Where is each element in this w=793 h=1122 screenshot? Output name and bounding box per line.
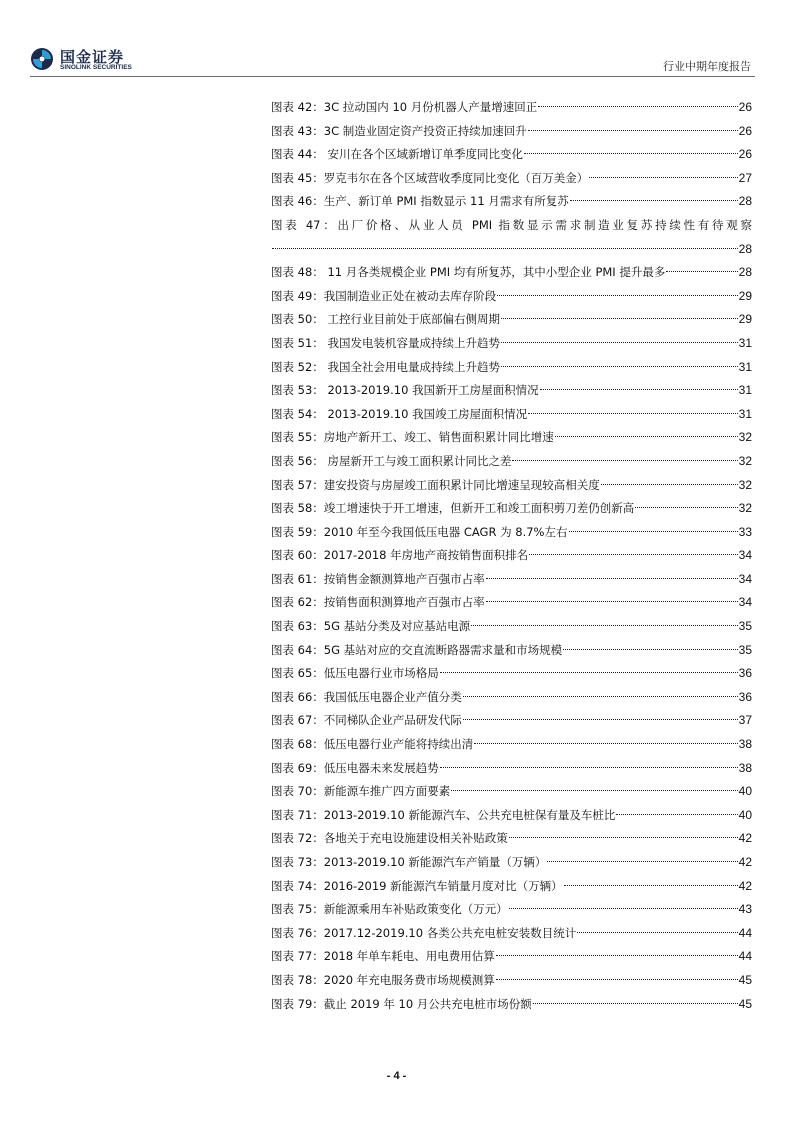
toc-entry[interactable] (271, 591, 752, 615)
toc-entry-label: 图表 43：3C 制造业固定资产投资正持续加速回升 (271, 123, 527, 138)
toc-entry-page: 43 (738, 902, 752, 917)
toc-entry-page: 44 (738, 949, 752, 964)
toc-leader-dots (547, 861, 737, 862)
toc-leader-dots (564, 885, 738, 886)
toc-entry-page: 29 (738, 288, 752, 303)
toc-entry-page: 33 (738, 524, 752, 539)
toc-entry-label: 图表 73：2013-2019.10 新能源汽车产销量（万辆） (271, 855, 547, 869)
toc-leader-dots (486, 601, 738, 602)
toc-leader-dots (570, 200, 738, 201)
toc-leader-dots (474, 743, 737, 744)
toc-leader-dots (533, 1003, 738, 1004)
toc-entry-page: 42 (738, 855, 752, 869)
toc-leader-dots (589, 177, 737, 178)
toc-entry-label: 图表 79：截止 2019 年 10 月公共充电桩市场份额 (271, 996, 532, 1011)
toc-entry[interactable] (271, 993, 752, 1017)
toc-entry-page: 40 (738, 807, 752, 822)
toc-entry-label: 图表 70：新能源车推广四方面要素 (271, 784, 451, 799)
toc-entry[interactable] (271, 757, 752, 781)
page-number: - 4 - (386, 1070, 407, 1082)
toc-entry[interactable] (271, 190, 752, 214)
company-logo (30, 46, 160, 74)
toc-entry-page: 26 (738, 100, 752, 114)
toc-entry-label: 图表 53： 2013-2019.10 我国新开工房屋面积情况 (271, 383, 539, 398)
toc-leader-dots (529, 554, 738, 555)
toc-entry[interactable] (271, 426, 752, 450)
toc-entry-label: 图表 75：新能源乘用车补贴政策变化（万元） (271, 902, 508, 917)
toc-entry-label: 图表 63：5G 基站分类及对应基站电源 (271, 619, 471, 634)
toc-entry-label: 图表 58：竣工增速快于开工增速，但新开工和竣工面积剪刀差仍创新高 (271, 501, 635, 516)
toc-entry-label: 图表 69：低压电器未来发展趋势 (271, 760, 439, 775)
toc-entry-page: 45 (738, 996, 752, 1011)
toc-entry-label: 图表 49：我国制造业正处在被动去库存阶段 (271, 288, 497, 303)
toc-entry-page: 26 (738, 147, 752, 162)
toc-entry-label: 图表 60：2017-2018 年房地产商按销售面积排名 (271, 548, 529, 563)
toc-leader-dots (538, 106, 737, 107)
toc-leader-dots (440, 672, 738, 673)
toc-entry-page: 36 (738, 689, 752, 704)
toc-leader-dots (563, 649, 737, 650)
toc-leader-dots (497, 295, 737, 296)
toc-entry[interactable] (271, 285, 752, 309)
toc-leader-dots (440, 767, 738, 768)
toc-entry-page: 34 (738, 571, 752, 586)
toc-entry[interactable] (271, 851, 752, 875)
toc-entry-label: 图表 44： 安川在各个区域新增订单季度同比变化 (271, 147, 523, 162)
toc-entry[interactable] (271, 261, 752, 285)
toc-entry-label: 图表 76：2017.12-2019.10 各类公共充电桩安装数目统计 (271, 925, 577, 940)
toc-leader-dots (501, 318, 738, 319)
toc-entry-page: 42 (738, 831, 752, 846)
toc-leader-dots (666, 271, 737, 272)
toc-entry-page: 32 (738, 477, 752, 492)
toc-entry[interactable] (271, 804, 752, 828)
toc-entry-page: 28 (738, 265, 752, 280)
toc-entry[interactable] (271, 544, 752, 568)
toc-entry-page: 31 (738, 335, 752, 350)
toc-entry-page: 26 (738, 123, 752, 138)
toc-entry-page: 28 (738, 194, 752, 209)
toc-leader-dots (635, 507, 737, 508)
toc-leader-dots (528, 413, 738, 414)
toc-leader-dots (272, 248, 738, 249)
toc-entry-page: 38 (738, 737, 752, 752)
toc-leader-dots (509, 837, 738, 838)
toc-leader-dots (601, 484, 738, 485)
toc-entry[interactable] (271, 497, 752, 521)
toc-entry[interactable] (271, 969, 752, 993)
toc-entry[interactable] (271, 686, 752, 710)
toc-entry-label: 图表 61：按销售金额测算地产百强市占率 (271, 571, 485, 586)
toc-entry[interactable] (271, 875, 752, 899)
toc-leader-dots (471, 625, 737, 626)
toc-leader-dots (486, 578, 738, 579)
toc-entry[interactable] (271, 662, 752, 686)
toc-entry-page: 27 (738, 170, 752, 185)
toc-leader-dots (577, 932, 737, 933)
toc-entry-label: 图表 59：2010 年至今我国低压电器 CAGR 为 8.7%左右 (271, 524, 568, 539)
toc-leader-dots (524, 153, 738, 154)
toc-leader-dots (540, 389, 738, 390)
toc-entry[interactable] (271, 709, 752, 733)
toc-leader-dots (496, 955, 738, 956)
toc-entry[interactable] (271, 143, 752, 167)
toc-entry[interactable] (271, 167, 752, 191)
toc-entry-label: 图表 71：2013-2019.10 新能源汽车、公共充电桩保有量及车桩比 (271, 807, 616, 822)
toc-entry[interactable] (271, 827, 752, 851)
toc-entry-label: 图表 48： 11 月各类规模企业 PMI 均有所复苏，其中小型企业 PMI 提升最多 (271, 265, 666, 280)
toc-entry-page: 32 (738, 453, 752, 468)
toc-leader-dots (451, 790, 737, 791)
toc-entry[interactable] (271, 474, 752, 498)
toc-entry[interactable] (271, 308, 752, 332)
toc-entry[interactable] (271, 120, 752, 144)
toc-entry[interactable] (271, 922, 752, 946)
toc-entry-label: 图表 51： 我国发电装机容量成持续上升趋势 (271, 335, 500, 350)
toc-entry[interactable] (271, 780, 752, 804)
toc-entry-label: 图表 65：低压电器行业市场格局 (271, 666, 439, 681)
toc-entry-page: 28 (738, 241, 752, 256)
toc-entry-page: 31 (738, 383, 752, 398)
toc-entry-label: 图表 57：建安投资与房屋竣工面积累计同比增速呈现较高相关度 (271, 477, 600, 492)
toc-entry-page: 44 (738, 925, 752, 940)
toc-leader-dots (509, 908, 738, 909)
toc-leader-dots (512, 460, 737, 461)
toc-entry-label: 图表 45：罗克韦尔在各个区域营收季度同比变化（百万美金） (271, 170, 589, 185)
toc-entry-page: 36 (738, 666, 752, 681)
toc-entry-label: 图表 74：2016-2019 新能源汽车销量月度对比（万辆） (271, 878, 563, 893)
toc-entry[interactable] (271, 403, 752, 427)
toc-entry[interactable] (271, 639, 752, 663)
toc-entry-page: 32 (738, 430, 752, 445)
report-type-label: 行业中期年度报告 (663, 60, 751, 73)
toc-entry-label: 图表 56： 房屋新开工与竣工面积累计同比之差 (271, 453, 512, 468)
toc-leader-dots (555, 436, 738, 437)
toc-leader-dots (569, 531, 738, 532)
toc-entry-label: 图表 64：5G 基站对应的交直流断路器需求量和市场规模 (271, 642, 563, 657)
logo-chinese-name: 国金证券 (60, 48, 125, 66)
toc-leader-dots (501, 342, 738, 343)
toc-entry-label: 图表 55：房地产新开工、竣工、销售面积累计同比增速 (271, 430, 554, 445)
toc-entry[interactable] (271, 214, 752, 261)
toc-entry[interactable] (271, 521, 752, 545)
toc-entry[interactable] (271, 379, 752, 403)
toc-entry-page: 35 (738, 619, 752, 634)
toc-entry-label: 图表 66：我国低压电器企业产值分类 (271, 689, 462, 704)
toc-entry-label: 图表 68：低压电器行业产能将持续出清 (271, 737, 474, 752)
toc-entry-label: 图表 72：各地关于充电设施建设相关补贴政策 (271, 831, 508, 846)
toc-entry-label: 图表 50： 工控行业目前处于底部偏右侧周期 (271, 312, 500, 327)
toc-entry[interactable] (271, 568, 752, 592)
toc-entry-page: 42 (738, 878, 752, 893)
page-header (0, 0, 793, 80)
toc-entry-label: 图表 46：生产、新订单 PMI 指数显示 11 月需求有所复苏 (271, 194, 569, 209)
toc-entry-page: 38 (738, 760, 752, 775)
toc-entry[interactable] (271, 450, 752, 474)
toc-entry-page: 35 (738, 642, 752, 657)
toc-entry-page: 29 (738, 312, 752, 327)
toc-entry-page: 31 (738, 359, 752, 374)
toc-entry[interactable] (271, 898, 752, 922)
toc-leader-dots (496, 979, 738, 980)
toc-entry-page: 34 (738, 548, 752, 563)
toc-entry[interactable] (271, 96, 752, 120)
toc-leader-dots (501, 366, 738, 367)
toc-entry-page: 32 (738, 501, 752, 516)
toc-leader-dots (616, 814, 737, 815)
toc-entry[interactable] (271, 733, 752, 757)
logo-english-name: SINOLINK SECURITIES (60, 64, 132, 71)
toc-entry[interactable] (271, 945, 752, 969)
toc-entry-page: 31 (738, 406, 752, 421)
toc-entry-page: 34 (738, 595, 752, 610)
toc-entry[interactable] (271, 332, 752, 356)
sinolink-logo-icon (30, 47, 54, 71)
toc-leader-dots (463, 696, 738, 697)
toc-entry-label: 图表 47：出厂价格、从业人员 PMI 指数显示需求制造业复苏持续性有待观察 (271, 217, 752, 232)
toc-entry-label: 图表 62：按销售面积测算地产百强市占率 (271, 595, 485, 610)
toc-entry-label: 图表 77：2018 年单车耗电、用电费用估算 (271, 949, 495, 964)
toc-entry-page: 37 (738, 713, 752, 728)
toc-leader-dots (463, 719, 738, 720)
toc-entry-page: 45 (738, 972, 752, 987)
toc-entry[interactable] (271, 356, 752, 380)
toc-entry[interactable] (271, 615, 752, 639)
figure-table-of-contents (271, 96, 752, 1016)
toc-entry-label: 图表 54： 2013-2019.10 我国竣工房屋面积情况 (271, 406, 528, 421)
toc-leader-dots (528, 130, 738, 131)
toc-entry-label: 图表 67：不同梯队企业产品研发代际 (271, 713, 462, 728)
toc-entry-label: 图表 52： 我国全社会用电量成持续上升趋势 (271, 359, 500, 374)
toc-entry-label: 图表 42：3C 拉动国内 10 月份机器人产量增速回正 (271, 100, 538, 114)
toc-entry-page: 40 (738, 784, 752, 799)
header-divider (30, 76, 755, 77)
toc-entry-label: 图表 78：2020 年充电服务费市场规模测算 (271, 972, 495, 987)
